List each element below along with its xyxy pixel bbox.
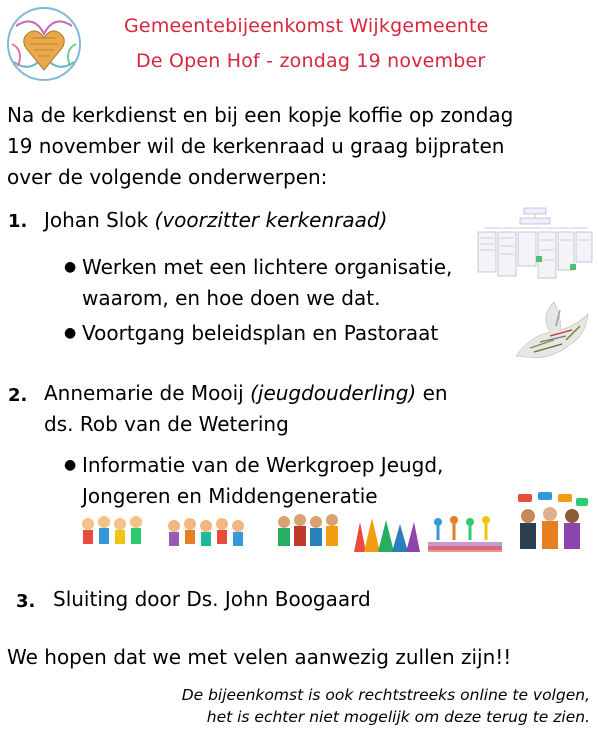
speaker-role: (jeugdouderling) [250, 381, 417, 405]
bullet-line: Jongeren en Middengeneratie [82, 484, 378, 508]
bullet-line: Informatie van de Werkgroep Jeugd, [82, 453, 444, 477]
list-item [64, 252, 453, 314]
intro-line: 19 november wil de kerkenraad u graag bijpraten [7, 134, 505, 158]
page-title-line1: Gemeentebijeenkomst Wijkgemeente [124, 15, 489, 37]
org-chart-image [476, 206, 594, 284]
speaker-role: (voorzitter kerkenraad) [154, 208, 388, 232]
speaker-name-line2: ds. Rob van de Wetering [44, 412, 289, 436]
church-logo-icon [4, 4, 84, 84]
item-speaker: Sluiting door Ds. John Boogaard [53, 587, 371, 611]
closing-text: We hopen dat we met velen aanwezig zullen zijn!! [7, 645, 512, 669]
page-title-line2: De Open Hof - zondag 19 november [136, 50, 486, 72]
children-illustrations [78, 512, 508, 556]
bullet-line: waarom, en hoe doen we dat. [82, 286, 381, 310]
speaker-suffix: en [416, 381, 448, 405]
bullet-icon: ● [64, 325, 77, 341]
bullet-line: Werken met een lichtere organisatie, [82, 255, 453, 279]
intro-line: Na de kerkdienst en bij een kopje koffie op zondag [7, 103, 514, 127]
footer-line: De bijeenkomst is ook rechtstreeks online te volgen, [181, 686, 590, 704]
item-speaker [44, 378, 448, 440]
intro-paragraph [7, 100, 513, 193]
speaker-name: Annemarie de Mooij [44, 381, 251, 405]
list-item [64, 450, 444, 512]
speaker-name: Johan Slok [44, 208, 155, 232]
people-talking-image [514, 490, 592, 554]
list-item [64, 318, 439, 349]
bullet-icon: ● [64, 457, 77, 473]
intro-line: over de volgende onderwerpen: [7, 165, 328, 189]
item-number: 2. [8, 385, 28, 406]
bullet-line: Voortgang beleidsplan en Pastoraat [82, 321, 439, 345]
item-number: 3. [16, 591, 36, 612]
dove-wordcloud-image [510, 296, 592, 366]
item-speaker [44, 205, 387, 236]
footer-note [182, 684, 590, 728]
bullet-icon: ● [64, 259, 77, 275]
footer-line: het is echter niet mogelijk om deze terug te zien. [206, 708, 590, 726]
item-number: 1. [8, 211, 28, 232]
